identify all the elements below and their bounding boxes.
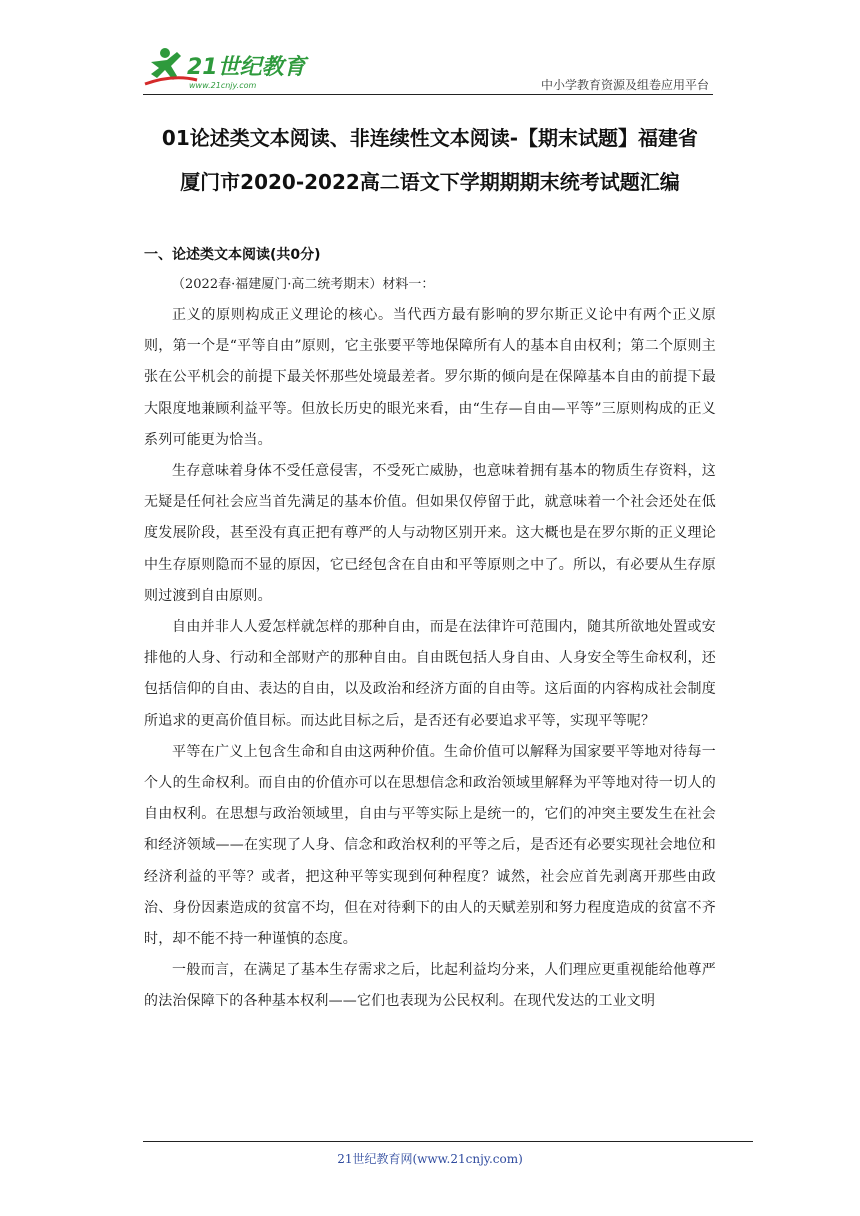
title-line-1: 01论述类文本阅读、非连续性文本阅读-【期末试题】福建省	[161, 126, 699, 150]
footer-link[interactable]: 21世纪教育网(www.21cnjy.com)	[337, 1152, 523, 1166]
footer-divider	[143, 1141, 753, 1142]
logo-url-text: www.21cnjy.com	[189, 81, 257, 90]
article-body	[144, 300, 716, 1018]
header-divider	[143, 94, 713, 95]
document-title	[120, 116, 740, 204]
section-heading: 一、论述类文本阅读(共0分)	[144, 247, 321, 263]
site-logo[interactable]	[143, 44, 343, 92]
page-header	[143, 40, 713, 96]
title-line-2: 厦门市2020-2022高二语文下学期期期末统考试题汇编	[180, 170, 680, 194]
source-citation: （2022春·福建厦门·高二统考期末）材料一：	[172, 277, 435, 292]
paragraph: 平等在广义上包含生命和自由这两种价值。生命价值可以解释为国家要平等地对待每一个人的生命权利。而自由的价值亦可以在思想信念和政治领域里解释为平等地对待一切人的自由权利。在思想与政治领域里，自由与平等实际上是统一的，它们的冲突主要发生在社会和经济领域——在实现了人身、信念和政治权利的平等之后，是否还有必要实现社会地位和经济利益的平等？或者，把这种平等实现到何种程度？诚然，社会应首先剥离开那些由政治、身份因素造成的贫富不均，但在对待剩下的由人的天赋差别和努力程度造成的贫富不齐时，却不能不持一种谨慎的态度。	[144, 743, 716, 948]
logo-text: 21世纪教育	[187, 55, 306, 80]
paragraph: 一般而言，在满足了基本生存需求之后，比起利益均分来，人们理应更重视能给他尊严的法治保障下的各种基本权利——它们也表现为公民权利。在现代发达的工业文明	[144, 962, 716, 1010]
paragraph: 自由并非人人爱怎样就怎样的那种自由，而是在法律许可范围内，随其所欲地处置或安排他的人身、行动和全部财产的那种自由。自由既包括人身自由、人身安全等生命权利，还包括信仰的自由、表达的自由，以及政治和经济方面的自由等。这后面的内容构成社会制度所追求的更高价值目标。而达此目标之后，是否还有必要追求平等，实现平等呢？	[144, 619, 716, 729]
runner-logo-icon	[143, 44, 343, 92]
paragraph: 生存意味着身体不受任意侵害，不受死亡威胁，也意味着拥有基本的物质生存资料，这无疑是任何社会应当首先满足的基本价值。但如果仅停留于此，就意味着一个社会还处在低度发展阶段，甚至没有真正把有尊严的人与动物区别开来。这大概也是在罗尔斯的正义理论中生存原则隐而不显的原因，它已经包含在自由和平等原则之中了。所以，有必要从生存原则过渡到自由原则。	[144, 463, 716, 604]
platform-tagline: 中小学教育资源及组卷应用平台	[540, 78, 709, 92]
paragraph: 正义的原则构成正义理论的核心。当代西方最有影响的罗尔斯正义论中有两个正义原则，第一个是“平等自由”原则，它主张要平等地保障所有人的基本自由权利；第二个原则主张在公平机会的前提下最关怀那些处境最差者。罗尔斯的倾向是在保障基本自由的前提下最大限度地兼顾利益平等。但放长历史的眼光来看，由“生存—自由—平等”三原则构成的正义系列可能更为恰当。	[144, 307, 716, 448]
